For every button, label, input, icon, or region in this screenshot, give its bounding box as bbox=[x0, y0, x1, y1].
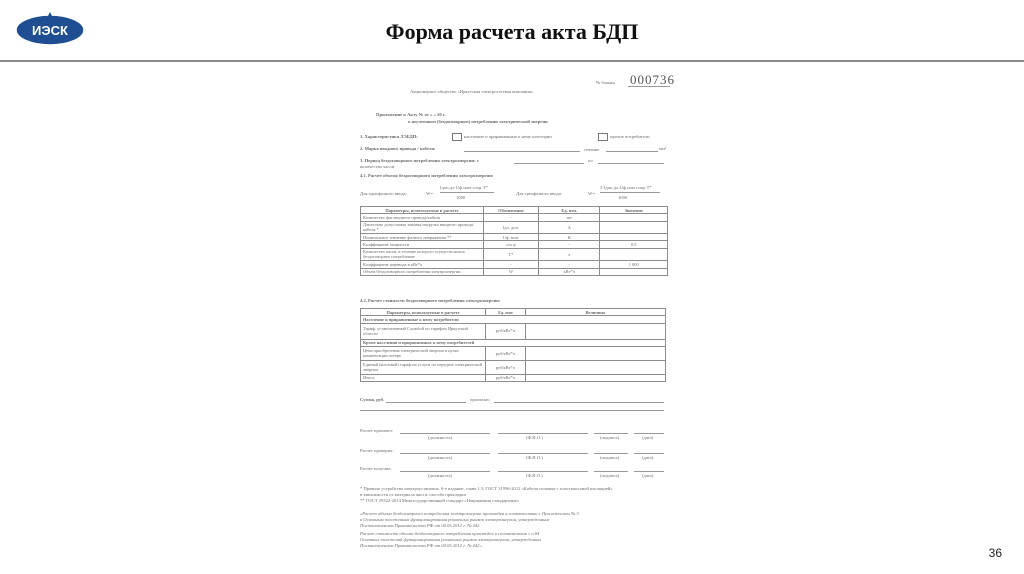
table-row bbox=[361, 248, 668, 261]
org-name: Акционерное общество «Иркутская электросетевая компания» bbox=[410, 89, 534, 94]
note-line: Основных положений функционирования розничных рынков электроэнергии, утвержденных bbox=[360, 537, 542, 542]
slide-title: Форма расчета акта БДП bbox=[385, 19, 639, 44]
param-cell: Цена приобретения электрической энергии в целях компенсации потерь bbox=[361, 346, 486, 360]
param-cell: Итого: bbox=[361, 374, 486, 381]
signature-1-label: Расчет произвел: bbox=[360, 428, 394, 433]
value-cell bbox=[525, 346, 665, 360]
scanned-form-document bbox=[348, 72, 674, 562]
param-cell: Количество фаз вводного провода/кабеля bbox=[361, 214, 484, 221]
signature-2-label: Расчет проверил: bbox=[360, 448, 394, 453]
table1-header: Параметры, используемые в расчете bbox=[361, 207, 484, 214]
header-divider bbox=[0, 60, 1024, 62]
item-2-label: 2. Марка вводного провода / кабеля: bbox=[360, 146, 436, 151]
value-cell bbox=[525, 360, 665, 374]
table1-header: Обозначение bbox=[483, 207, 538, 214]
caption-date: (дата) bbox=[642, 435, 654, 440]
caption-name: (Ф.И.О.) bbox=[526, 435, 543, 440]
unit-cell: А bbox=[539, 221, 600, 234]
svg-text:ИЭСК: ИЭСК bbox=[32, 23, 68, 38]
note-line: Расчет стоимости объема бездоговорного потребления произведен в соответствии с п.84 bbox=[360, 531, 540, 536]
table-row bbox=[361, 323, 666, 339]
table2-header: Параметры, используемые в расчете bbox=[361, 309, 486, 316]
table-row bbox=[361, 374, 666, 381]
symbol-cell: Iдл. доп. bbox=[483, 221, 538, 234]
value-cell: 0,9 bbox=[600, 241, 668, 248]
symbol-cell: cos φ bbox=[483, 241, 538, 248]
option-population: население и приравненные к нему категории bbox=[464, 134, 552, 139]
symbol-cell: - bbox=[483, 261, 538, 268]
group-row: Кроме населения и приравненных к нему потребителей bbox=[361, 339, 666, 346]
formula-2-denominator: 1000 bbox=[618, 195, 628, 200]
appendix-subline: о неучтенном (бездоговорном) потреблении электрической энергии bbox=[408, 119, 548, 124]
checkbox-population bbox=[452, 133, 462, 141]
period-to: по bbox=[588, 158, 593, 163]
formula-1-label: Для однофазного ввода: bbox=[360, 191, 407, 196]
caption-position: (должность) bbox=[428, 473, 453, 478]
param-cell: Коэффициент мощности bbox=[361, 241, 484, 248]
formula-2-label: Для трехфазного ввода: bbox=[516, 191, 563, 196]
checkbox-other bbox=[598, 133, 608, 141]
param-cell: Объем бездоговорного потребления электроэнергии bbox=[361, 268, 484, 275]
symbol-cell: W bbox=[483, 268, 538, 275]
param-cell: Единый (котловой) тариф на услуги по передаче электрической энергии bbox=[361, 360, 486, 374]
section-unit: мм² bbox=[659, 146, 667, 151]
symbol-cell: T* bbox=[483, 248, 538, 261]
footnote-2: ** ГОСТ 29322-2014 Межгосударственный стандарт «Напряжения стандартные» bbox=[360, 498, 520, 503]
value-cell bbox=[600, 221, 668, 234]
footnote-1b: в зависимости от материала жил и способа прокладки bbox=[360, 492, 466, 497]
unit-cell: кВт*ч bbox=[539, 268, 600, 275]
param-cell: Номинальное значение фазного напряжения ** bbox=[361, 234, 484, 241]
footnote-1: * Правила устройства электроустановок, 6-е издание, глава 1.3; ГОСТ 31996-2012 «Кабели силовые с пластмассовой изоляцией» bbox=[360, 486, 613, 491]
table-row bbox=[361, 241, 668, 248]
table-row bbox=[361, 214, 668, 221]
section-label: сечение bbox=[584, 147, 600, 152]
value-cell bbox=[600, 268, 668, 275]
appendix-line: Приложение к Акту № от « » 20 г. bbox=[376, 112, 446, 117]
unit-cell: руб/кВт*ч bbox=[486, 360, 526, 374]
caption-position: (должность) bbox=[428, 455, 453, 460]
value-cell: 1 000 bbox=[600, 261, 668, 268]
table-row bbox=[361, 346, 666, 360]
unit-cell: - bbox=[539, 241, 600, 248]
table-row bbox=[361, 268, 668, 275]
unit-cell: руб/кВт*ч bbox=[486, 346, 526, 360]
sum-in-words-label: прописью bbox=[470, 397, 490, 402]
cost-table bbox=[360, 308, 666, 382]
caption-date: (дата) bbox=[642, 473, 654, 478]
note-line: к Основным положениям функционирования розничных рынков электроэнергии, утвержденным bbox=[360, 517, 550, 522]
table1-header: Значение bbox=[600, 207, 668, 214]
table-row bbox=[361, 234, 668, 241]
formula-1-denominator: 1000 bbox=[456, 195, 466, 200]
note-line: Постановлением Правительства РФ от 04.05.2012 г. № 442». bbox=[360, 543, 483, 548]
caption-name: (Ф.И.О.) bbox=[526, 455, 543, 460]
table-row bbox=[361, 360, 666, 374]
item-3-label: 3. Период бездоговорного потребления электроэнергии: с bbox=[360, 158, 479, 163]
hours-label: количество часов: bbox=[360, 164, 396, 169]
sum-label: Сумма, руб. bbox=[360, 397, 385, 402]
symbol-cell: - bbox=[483, 214, 538, 221]
unit-cell: - bbox=[539, 261, 600, 268]
formula-2-w: W= bbox=[588, 191, 595, 196]
table-row bbox=[361, 261, 668, 268]
param-cell: Количество часов, в течение которого осуществлялось бездоговорное потребление bbox=[361, 248, 484, 261]
caption-name: (Ф.И.О.) bbox=[526, 473, 543, 478]
unit-cell: руб/кВт*ч bbox=[486, 323, 526, 339]
blank-number-label: № бланка bbox=[596, 80, 615, 85]
caption-date: (дата) bbox=[642, 455, 654, 460]
symbol-cell: Uф. ном. bbox=[483, 234, 538, 241]
value-cell bbox=[525, 323, 665, 339]
group-row: Население и приравненные к нему потребители bbox=[361, 316, 666, 323]
section-4-2-heading: 4.2. Расчет стоимости бездоговорного потребления электроэнергии: bbox=[360, 298, 501, 303]
formula-1-numerator: Iдоп.дл·Uф.ном·cosφ·T* bbox=[440, 185, 488, 190]
unit-cell: руб/кВт*ч bbox=[486, 374, 526, 381]
param-cell: Коэффициент перевода в кВт*ч bbox=[361, 261, 484, 268]
section-4-1-heading: 4.1. Расчет объема бездоговорного потребления электроэнергии: bbox=[360, 173, 494, 178]
page-number: 36 bbox=[988, 546, 1002, 560]
table1-header: Ед. изм. bbox=[539, 207, 600, 214]
value-cell bbox=[600, 214, 668, 221]
option-other: прочие потребители bbox=[610, 134, 650, 139]
note-line: Постановлением Правительства РФ от 04.05.2012 г. № 442. bbox=[360, 523, 481, 528]
caption-signature: (подпись) bbox=[600, 435, 620, 440]
note-line: «Расчет объема бездоговорного потребления электроэнергии произведен в соответствии с Приложением № 3 bbox=[360, 511, 579, 516]
signature-3-label: Расчет получил: bbox=[360, 466, 392, 471]
unit-cell: шт bbox=[539, 214, 600, 221]
formula-1-w: W= bbox=[426, 191, 433, 196]
caption-signature: (подпись) bbox=[600, 473, 620, 478]
formula-2-numerator: 3·Iдоп.дл·Uф.ном·cosφ·T* bbox=[600, 185, 652, 190]
unit-cell: ч bbox=[539, 248, 600, 261]
table2-header: Ед. изм bbox=[486, 309, 526, 316]
consumption-table bbox=[360, 206, 668, 276]
item-1-label: 1. Характеристика ЛЭБДП: bbox=[360, 134, 418, 139]
value-cell bbox=[525, 374, 665, 381]
table2-header: Величина bbox=[525, 309, 665, 316]
value-cell bbox=[600, 248, 668, 261]
blank-number: 000736 bbox=[630, 72, 675, 87]
caption-position: (должность) bbox=[428, 435, 453, 440]
param-cell: Тариф, установленный Службой по тарифам Иркутской области bbox=[361, 323, 486, 339]
caption-signature: (подпись) bbox=[600, 455, 620, 460]
value-cell bbox=[600, 234, 668, 241]
table-row bbox=[361, 221, 668, 234]
param-cell: Длительно допустимая токовая нагрузка вводного провода/кабеля * bbox=[361, 221, 484, 234]
unit-cell: В bbox=[539, 234, 600, 241]
